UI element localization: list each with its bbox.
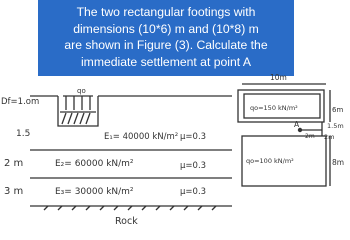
layer-3-thickness: 3 m	[4, 186, 24, 197]
offset-y-1: 1.5m	[327, 122, 344, 130]
problem-line-4: immediate settlement at point A	[80, 54, 252, 69]
footing-2-load: qo=100 kN/m²	[246, 157, 294, 165]
hatch-line	[74, 113, 78, 124]
layer-1-modulus: E₁= 40000 kN/m²	[104, 132, 179, 142]
df-label: Df=1.om	[1, 97, 40, 107]
plan-width-label: 10m	[270, 73, 287, 82]
footing-2-dim: 8m	[332, 158, 345, 167]
point-a-label: A	[294, 120, 300, 129]
layer-1-thickness: 1.5	[16, 129, 31, 139]
layer-2-modulus: E₂= 60000 kN/m²	[55, 159, 134, 169]
offset-x: 2m	[305, 133, 315, 140]
layer-3-modulus: E₃= 30000 kN/m²	[55, 187, 134, 197]
problem-line-3: are shown in Figure (3). Calculate the	[64, 38, 268, 52]
excavation-outline	[58, 96, 98, 126]
layer-1-poisson: μ=0.3	[180, 132, 207, 142]
footing-1-load: qo=150 kN/m²	[250, 104, 298, 112]
footing-1-dim: 6m	[332, 106, 344, 114]
rock-label: Rock	[115, 216, 138, 227]
layer-3-poisson: μ=0.3	[180, 187, 207, 197]
hatch-line	[62, 113, 66, 124]
layer-2-poisson: μ=0.3	[180, 161, 207, 171]
plan-view	[238, 84, 330, 186]
problem-line-1: The two rectangular footings with	[76, 5, 256, 19]
offset-y-2: 2m	[324, 133, 335, 141]
problem-line-2: dimensions (10*6) m and (10*8) m	[73, 21, 259, 36]
load-label: qo	[77, 87, 86, 95]
hatch-line	[86, 113, 90, 124]
hatch-line	[68, 113, 72, 124]
layer-2-thickness: 2 m	[4, 158, 24, 169]
hatch-line	[80, 113, 84, 124]
